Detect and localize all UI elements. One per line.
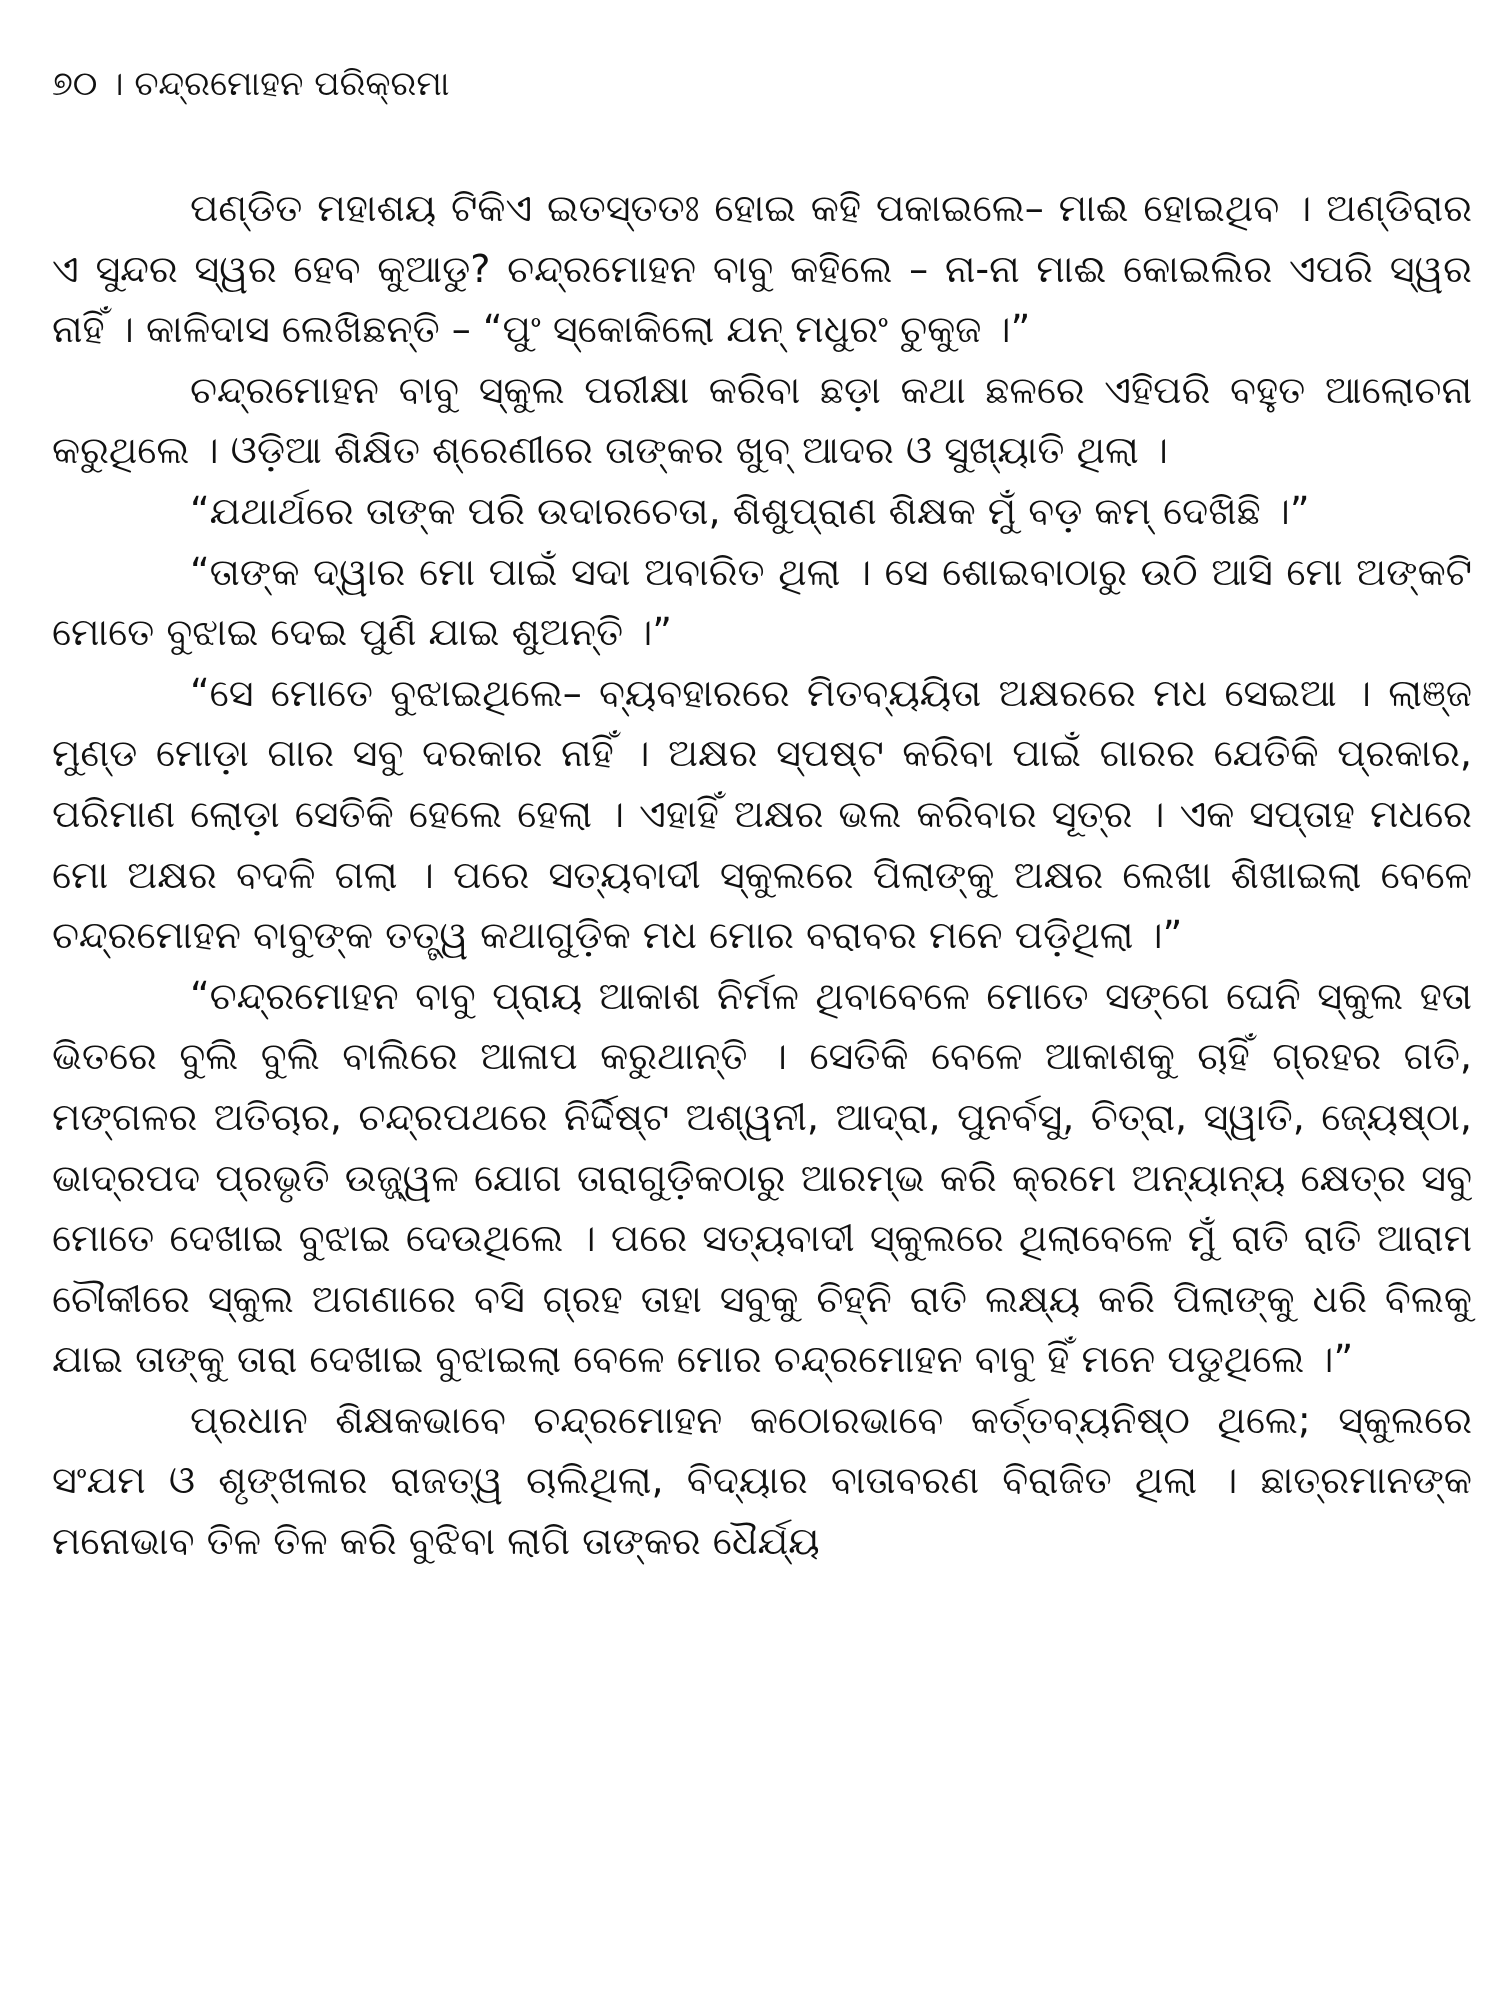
running-title: ଚନ୍ଦ୍ରମୋହନ ପରିକ୍ରମା	[134, 64, 450, 104]
page-number: ୭୦	[52, 64, 98, 104]
paragraph-7: ପ୍ରଧାନ ଶିକ୍ଷକଭାବେ ଚନ୍ଦ୍ରମୋହନ କଠୋରଭାବେ କର୍ତ୍ତବ୍ୟନିଷ୍ଠ ଥିଲେ; ସ୍କୁଲରେ ସଂଯମ ଓ ଶୃଙ୍ଖଳାର ରାଜତ୍ୱ ଚାଲିଥିଲା, ବିଦ୍ୟାର ବାତାବରଣ ବିରାଜିତ ଥିଲା । ଛାତ୍ରମାନଙ୍କ ମନୋଭାବ ତିଳ ତିଳ କରି ବୁଝିବା ଲାଗି ତାଙ୍କର ଧୈର୍ଯ୍ୟ	[52, 1397, 1472, 1564]
paragraph-4: “ତାଙ୍କ ଦ୍ୱାର ମୋ ପାଇଁ ସଦା ଅବାରିତ ଥିଲା । ସେ ଶୋଇବାଠାରୁ ଉଠି ଆସି ମୋ ଅଙ୍କଟି ମୋତେ ବୁଝାଇ ଦେଇ ପୁଣି ଯାଇ ଶୁଅନ୍ତି ।”	[52, 549, 1472, 655]
paragraph-5: “ସେ ମୋତେ ବୁଝାଇଥିଲେ– ବ୍ୟବହାରରେ ମିତବ୍ୟୟିତା ଅକ୍ଷରରେ ମଧ ସେଇଆ । ଲାଞ୍ଜ ମୁଣ୍ଡ ମୋଡ଼ା ଗାର ସବୁ ଦରକାର ନାହିଁ । ଅକ୍ଷର ସ୍ପଷ୍ଟ କରିବା ପାଇଁ ଗାରର ଯେତିକି ପ୍ରକାର, ପରିମାଣ ଲୋଡ଼ା ସେତିକି ହେଲେ ହେଲା । ଏହାହିଁ ଅକ୍ଷର ଭଲ କରିବାର ସୂତ୍ର । ଏକ ସପ୍ତାହ ମଧରେ ମୋ ଅକ୍ଷର ବଦଳି ଗଲା । ପରେ ସତ୍ୟବାଦୀ ସ୍କୁଲରେ ପିଲାଙ୍କୁ ଅକ୍ଷର ଲେଖା ଶିଖାଇଲା ବେଳେ ଚନ୍ଦ୍ରମୋହନ ବାବୁଙ୍କ ତତ୍ତ୍ୱ କଥାଗୁଡ଼ିକ ମଧ ମୋର ବରାବର ମନେ ପଡ଼ିଥିଲା ।”	[52, 670, 1472, 958]
paragraph-6: “ଚନ୍ଦ୍ରମୋହନ ବାବୁ ପ୍ରାୟ ଆକାଶ ନିର୍ମଳ ଥିବାବେଳେ ମୋତେ ସଙ୍ଗେ ଘେନି ସ୍କୁଲ ହତା ଭିତରେ ବୁଲି ବୁଲି ବାଲିରେ ଆଳାପ କରୁଥାନ୍ତି । ସେତିକି ବେଳେ ଆକାଶକୁ ଚାହିଁ ଗ୍ରହର ଗତି, ମଙ୍ଗଳର ଅତିଚାର, ଚନ୍ଦ୍ରପଥରେ ନିର୍ଦ୍ଦିଷ୍ଟ ଅଶ୍ୱନୀ, ଆଦ୍ରା, ପୁନର୍ବସୁ, ଚିତ୍ରା, ସ୍ୱାତି, ଜ୍ୟେଷ୍ଠା, ଭାଦ୍ରପଦ ପ୍ରଭୃତି ଉଜ୍ଜ୍ୱଳ ଯୋଗ ତାରାଗୁଡ଼ିକଠାରୁ ଆରମ୍ଭ କରି କ୍ରମେ ଅନ୍ୟାନ୍ୟ କ୍ଷେତ୍ର ସବୁ ମୋତେ ଦେଖାଇ ବୁଝାଇ ଦେଉଥିଲେ । ପରେ ସତ୍ୟବାଦୀ ସ୍କୁଲରେ ଥିଲାବେଳେ ମୁଁ ରାତି ରାତି ଆରାମ ଚୌକୀରେ ସ୍କୁଲ ଅଗଣାରେ ବସି ଗ୍ରହ ତାହା ସବୁକୁ ଚିହ୍ନି ରାତି ଲକ୍ଷ୍ୟ କରି ପିଲାଙ୍କୁ ଧରି ବିଲକୁ ଯାଇ ତାଙ୍କୁ ତାରା ଦେଖାଇ ବୁଝାଇଲା ବେଳେ ମୋର ଚନ୍ଦ୍ରମୋହନ ବାବୁ ହିଁ ମନେ ପଡୁଥିଲେ ।”	[52, 973, 1472, 1382]
paragraph-3: “ଯଥାର୍ଥରେ ତାଙ୍କ ପରି ଉଦାରଚେତା, ଶିଶୁପ୍ରାଣ ଶିକ୍ଷକ ମୁଁ ବଡ଼ କମ୍ ଦେଖିଛି ।”	[190, 488, 1310, 533]
paragraph-2: ଚନ୍ଦ୍ରମୋହନ ବାବୁ ସ୍କୁଲ ପରୀକ୍ଷା କରିବା ଛଡ଼ା କଥା ଛଳରେ ଏହିପରି ବହୁତ ଆଲୋଚନା କରୁଥିଲେ । ଓଡ଼ିଆ ଶିକ୍ଷିତ ଶ୍ରେଣୀରେ ତାଙ୍କର ଖୁବ୍ ଆଦର ଓ ସୁଖ୍ୟାତି ଥିଲା ।	[52, 367, 1472, 473]
paragraph-1: ପଣ୍ଡିତ ମହାଶୟ ଟିକିଏ ଇତସ୍ତତଃ ହୋଇ କହି ପକାଇଲେ– ମାଈ ହୋଇଥିବ । ଅଣ୍ଡିରାର ଏ ସୁନ୍ଦର ସ୍ୱର ହେବ କୁଆଡୁ? ଚନ୍ଦ୍ରମୋହନ ବାବୁ କହିଲେ – ନା-ନା ମାଈ କୋଇଲିର ଏପରି ସ୍ୱର ନାହିଁ । କାଳିଦାସ ଲେଖିଛନ୍ତି – “ପୁଂ ସ୍କୋକିଲୋ ଯନ୍ ମଧୁରଂ ଚୁକୁଜ ।”	[52, 186, 1472, 352]
header-separator: ।	[108, 64, 124, 104]
page-header	[52, 62, 450, 106]
body-text	[52, 178, 1472, 1572]
